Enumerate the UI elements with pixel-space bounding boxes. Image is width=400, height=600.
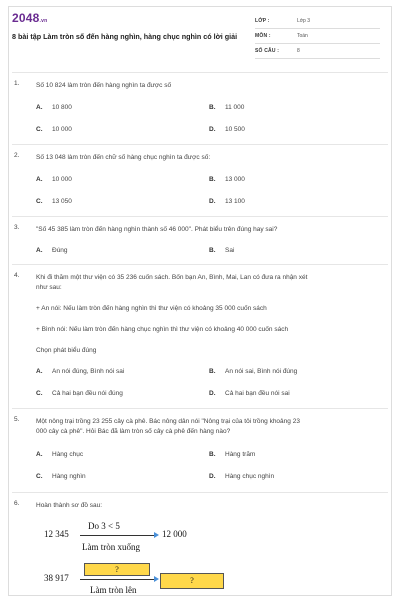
divider — [12, 492, 388, 493]
meta-row-subject — [255, 29, 380, 44]
meta-label: LỚP : — [255, 18, 270, 24]
logo-suffix: .vn — [39, 18, 48, 24]
diagram-row1-reason: Do 3 < 5 — [88, 521, 120, 531]
divider — [12, 408, 388, 409]
meta-row-count — [255, 44, 380, 59]
diagram-row2-arrow-line — [80, 579, 155, 580]
divider — [12, 264, 388, 265]
question-text: Số 10 824 làm tròn đến hàng nghìn ta được số — [36, 82, 172, 89]
option-text: 10 500 — [225, 126, 245, 133]
divider — [12, 216, 388, 217]
question-1 — [12, 80, 380, 140]
arrow-right-icon — [154, 532, 159, 538]
option-c[interactable] — [36, 473, 86, 480]
question-text-line-2: như sau: — [36, 284, 62, 291]
header — [12, 10, 380, 60]
option-a[interactable] — [36, 451, 83, 458]
question-number: 3. — [14, 224, 20, 231]
option-d[interactable] — [209, 390, 290, 397]
site-logo[interactable] — [12, 11, 47, 25]
option-text: An nói sai, Bình nói đúng — [225, 368, 298, 375]
diagram-row2-label: Làm tròn lên — [90, 585, 137, 595]
option-text: 11 000 — [225, 104, 245, 111]
option-d[interactable] — [209, 198, 245, 205]
option-b[interactable] — [209, 368, 297, 375]
option-letter: C. — [36, 473, 43, 480]
option-text: 13 050 — [52, 198, 72, 205]
diagram-row1-left-number: 12 345 — [44, 529, 69, 539]
question-number: 4. — [14, 272, 20, 279]
option-text: 13 000 — [225, 176, 245, 183]
arrow-right-icon — [154, 576, 159, 582]
option-letter: A. — [36, 104, 43, 111]
option-text: 10 800 — [52, 104, 72, 111]
option-text: 10 000 — [52, 126, 72, 133]
page-title: 8 bài tập Làm tròn số đến hàng nghìn, hàng chục nghìn có lời giải — [12, 32, 238, 41]
option-text: 13 100 — [225, 198, 245, 205]
meta-value: Toán — [297, 33, 308, 39]
diagram-row1-arrow-line — [80, 535, 155, 536]
option-letter: A. — [36, 176, 43, 183]
meta-value: Lớp 3 — [297, 18, 311, 24]
option-d[interactable] — [209, 126, 245, 133]
meta-row-class — [255, 14, 380, 29]
option-letter: C. — [36, 126, 43, 133]
question-text-line-1: Khi đi thăm một thư viện có 35 236 cuốn sách. Bốn bạn An, Bình, Mai, Lan có đưa ra nhận xét — [36, 274, 308, 281]
question-number: 5. — [14, 416, 20, 423]
option-letter: D. — [209, 390, 216, 397]
diagram-answer-box-2[interactable]: ? — [160, 573, 224, 589]
option-c[interactable] — [36, 198, 72, 205]
option-a[interactable] — [36, 104, 72, 111]
question-4 — [12, 272, 380, 402]
question-number: 2. — [14, 152, 20, 159]
meta-table — [255, 14, 380, 59]
option-c[interactable] — [36, 126, 72, 133]
option-text: Đúng — [52, 247, 68, 254]
logo-main: 2048 — [12, 11, 40, 25]
option-letter: C. — [36, 198, 43, 205]
question-text-line-1: Một nông trại trồng 23 255 cây cà phê. Bác nông dân nói "Nông trại của tôi trồng khoảng 23 — [36, 418, 300, 425]
divider — [12, 144, 388, 145]
option-text: Hàng chục nghìn — [225, 473, 275, 480]
option-d[interactable] — [209, 473, 274, 480]
option-letter: A. — [36, 368, 43, 375]
option-a[interactable] — [36, 368, 124, 375]
option-b[interactable] — [209, 176, 245, 183]
option-text: Cả hai bạn đều nói đúng — [52, 390, 123, 397]
option-letter: B. — [209, 368, 216, 375]
statement-an: + An nói: Nếu làm tròn đến hàng nghìn thì thư viện có khoảng 35 000 cuốn sách — [36, 305, 267, 312]
question-text: Số 13 048 làm tròn đến chữ số hàng chục nghìn ta được số: — [36, 154, 211, 161]
option-b[interactable] — [209, 451, 255, 458]
diagram-row1-right-number: 12 000 — [162, 529, 187, 539]
option-c[interactable] — [36, 390, 123, 397]
option-text: Cả hai bạn đều nói sai — [225, 390, 290, 397]
question-number: 6. — [14, 500, 20, 507]
option-text: An nói đúng, Bình nói sai — [52, 368, 125, 375]
diagram-row2-left-number: 38 917 — [44, 573, 69, 583]
question-number: 1. — [14, 80, 20, 87]
option-text: Hàng chục — [52, 451, 84, 458]
question-3 — [12, 224, 380, 260]
option-letter: D. — [209, 198, 216, 205]
option-text: Sai — [225, 247, 235, 254]
diagram-answer-box-1[interactable]: ? — [84, 563, 150, 576]
option-letter: B. — [209, 176, 216, 183]
question-5 — [12, 416, 380, 486]
option-letter: D. — [209, 126, 216, 133]
question-2 — [12, 152, 380, 212]
diagram-row1-label: Làm tròn xuống — [82, 542, 140, 552]
divider — [12, 72, 388, 73]
meta-label: MÔN : — [255, 33, 271, 39]
question-text: "Số 45 385 làm tròn đến hàng nghìn thành số 46 000". Phát biểu trên đúng hay sai? — [36, 226, 278, 233]
option-text: Hàng nghìn — [52, 473, 86, 480]
option-letter: B. — [209, 451, 216, 458]
option-letter: A. — [36, 451, 43, 458]
meta-value: 8 — [297, 48, 300, 54]
statement-binh: + Bình nói: Nếu làm tròn đến hàng chục nghìn thì thư viện có khoảng 40 000 cuốn sách — [36, 326, 289, 333]
question-text-line-2: 000 cây cà phê". Hỏi Bác đã làm tròn số cây cà phê đến hàng nào? — [36, 428, 231, 435]
meta-label: SỐ CÂU : — [255, 48, 280, 54]
option-letter: B. — [209, 247, 216, 254]
question-text: Hoàn thành sơ đồ sau: — [36, 502, 103, 509]
option-b[interactable] — [209, 247, 234, 254]
option-letter: A. — [36, 247, 43, 254]
option-a[interactable] — [36, 176, 72, 183]
option-a[interactable] — [36, 247, 68, 254]
option-letter: D. — [209, 473, 216, 480]
question-prompt: Chọn phát biểu đúng — [36, 347, 97, 354]
option-letter: B. — [209, 104, 216, 111]
option-text: Hàng trăm — [225, 451, 256, 458]
option-text: 10 000 — [52, 176, 72, 183]
option-b[interactable] — [209, 104, 244, 111]
option-letter: C. — [36, 390, 43, 397]
